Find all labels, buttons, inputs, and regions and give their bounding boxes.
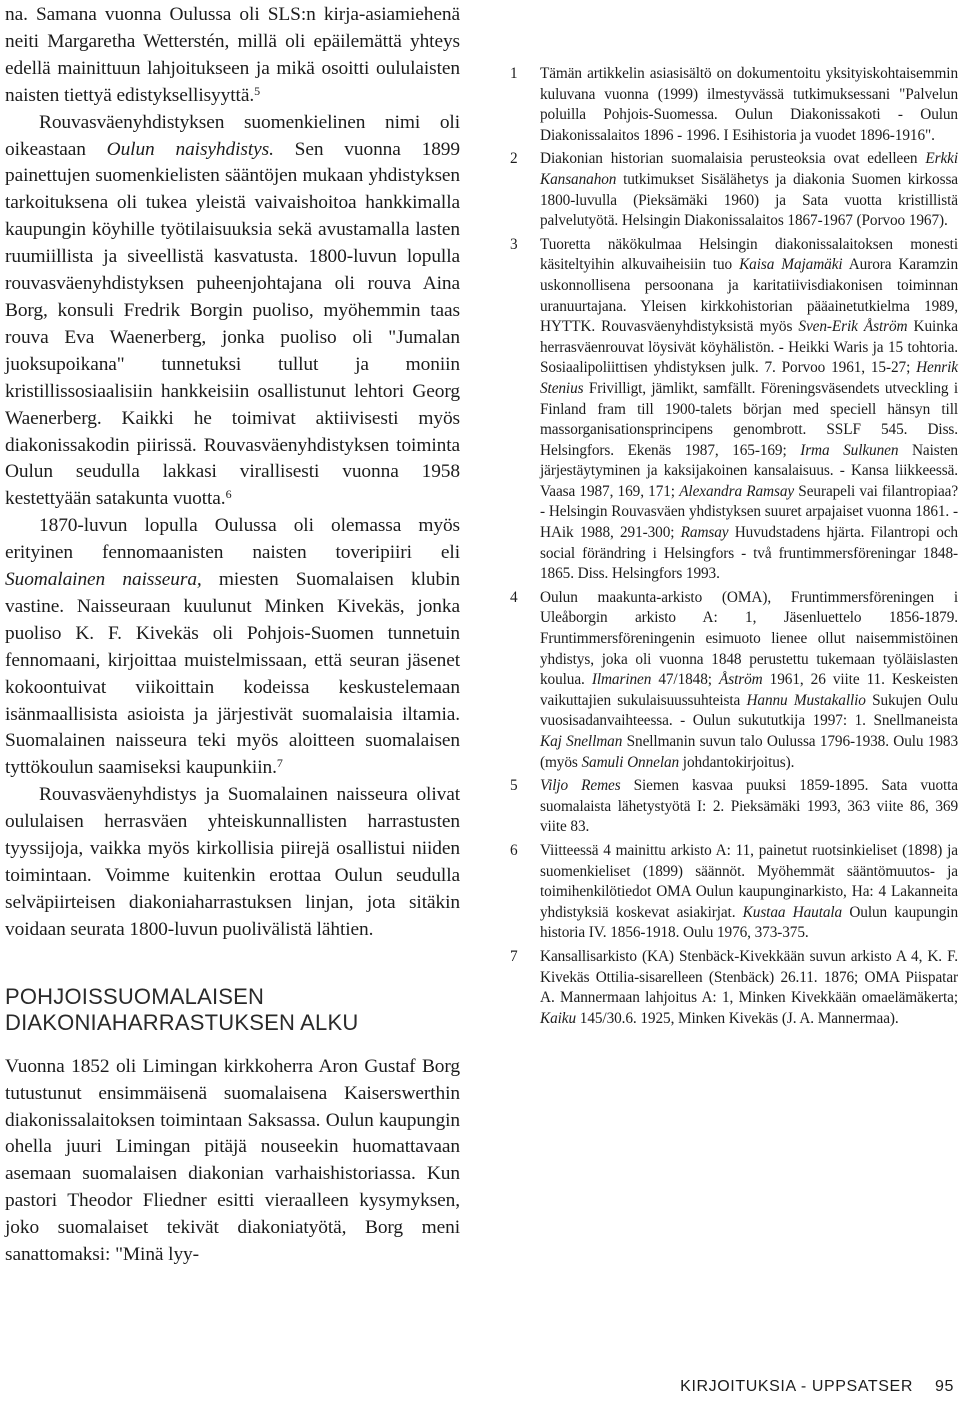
footnote-text: Tämän artikkelin asiasisältö on dokumentoitu yksityiskohtaisemmin kuluvana vuonna (1999) ilmestyvässä tutkimuksessani "Palvelun poluilla Pohjois-Suomessa. Oulun Diakonissakoti - Oulun Diakonissalaitos 1896 - 1996. I Esihistoria ja vuodet 1896-1916". xyxy=(540,65,958,144)
footnote-text: Oulun maakunta-arkisto (OMA), Fruntimmersföreningen i Uleåborgin arkisto A: 1, Jäsenluettelo 1856-1879. Fruntimmersföreningenin esimuoto lienee ollut naisemmistöinen yhdistys, joka oli vuonna 1848 perustettu tukemaan työläislasten koulua. Ilmarinen 47/1848; Åström 1961, 26 viite 11. Keskeisten vaikuttajien sukulaisuussuhteista Hannu Mustakallio Sukujen Oulu vuosisadanvaihteessa. - Oulun sukututkija 1997: 1. Snellmaneista Kaj Snellman Snellmanin suvun talo Oulussa 1796-1938. Oulu 1983 (myös Samuli Onnelan johdantokirjoitus). xyxy=(540,588,959,771)
footnote-number: 3 xyxy=(510,235,518,253)
footnote-6 xyxy=(498,841,958,944)
footnotes-column xyxy=(498,64,958,1032)
footnote-number: 6 xyxy=(510,841,518,859)
footnote-2 xyxy=(498,149,958,231)
paragraph: na. Samana vuonna Oulussa oli SLS:n kirja-asiamiehenä neiti Margaretha Wetterstén, millä oli epäilemättä yhteys edellä mainittuun lahjoitukseen ja mikä osoitti oululaisten naisten tiettyä edistyksellisyyttä.$^5$ xyxy=(5,4,460,106)
footnote-4 xyxy=(498,588,958,773)
page-footer xyxy=(680,1378,954,1396)
footnote-number: 5 xyxy=(510,777,518,795)
paragraph: Vuonna 1852 oli Limingan kirkkoherra Aron Gustaf Borg tutustunut ensimmäisenä suomalaisena Kaiserswerthin diakonissalaitoksen toimintaan Saksassa. Oulun kaupungin ohella juuri Limingan pitäjä nouseekin huomattavaan asemaan suomalaisen diakonian varhaishistoriassa. Kun pastori Theodor Fliedner esitti vieraalleen kysymyksen, joko suomalaiset tekivät diakoniatyötä, Borg meni sanattomaksi: "Minä lyy- xyxy=(5,1055,460,1266)
footnote-text: Viljo Remes Siemen kasvaa puuksi 1859-1895. Sata vuotta suomalaista lähetystyötä I: 2. Pieksämäki 1993, 363 viite 86, 369 viite 83. xyxy=(540,777,958,836)
footnote-text: Tuoretta näkökulmaa Helsingin diakonissalaitoksen monesti käsiteltyihin alkuvaiheisiin tuo Kaisa Majamäki Aurora Karamzin uskonnollisena persoonana ja karitatiivisdiakonisen toiminnan uranuurtajana. Yleisen kirkkohistorian pääainetutkielma 1989, HYTTK. Rouvasväenyhdistyksistä myös Sven-Erik Åström Kuinka herrasväenrouvat löysivät köyhälistön. - Heikki Waris ja 15 tohtoria. Sosiaalipoliittisen yhdistyksen julk. 7. Porvoo 1961, 15-27; Henrik Stenius Frivilligt, jämlikt, samfällt. Föreningsväsendets utveckling i Finland fram till 1900-talets början med speciell hänsyn till massorganisationsprincipens genombrott. SSLF 545. Diss. Helsingfors. Ekenäs 1987, 165-169; Irma Sulkunen Naisten järjestäytyminen ja kaksijakoinen kansalaisuus. - Kansa liikkeessä. Vaasa 1987, 169, 171; Alexandra Ramsay Seurapeli vai filantropiaa? - Helsingin Rouvasväen yhdistyksen suuret arpajaiset vuonna 1861. - HAik 1988, 291-300; Ramsay Huvudstadens hjärta. Filantropi och social förändring i Helsingfors - två fruntimmersföreningar 1848-1865. Diss. Helsingfors 1993. xyxy=(540,235,959,583)
footnote-7 xyxy=(498,947,958,1029)
footnote-text: Diakonian historian suomalaisia perusteoksia ovat edelleen Erkki Kansanahon tutkimukset Sisälähetys ja diakonia Suomen kirkossa 1800-luvulla (Pieksämäki 1960) ja Sata vuotta kristillistä palvelutyötä. Helsingin Diakonissalaitos 1867-1967 (Porvoo 1967). xyxy=(540,150,958,230)
footnote-text: Kansallisarkisto (KA) Stenbäck-Kivekkään suvun arkisto A 4, K. F. Kivekäs Ottilia-sisarelleen (Stenbäck) 26.11. 1876; OMA Piispatar A. Mannermaan lahjoitus A: 1, Minken Kivekkään omaelämäkerta; Kaiku 145/30.6. 1925, Minken Kivekäs (J. A. Mannermaa). xyxy=(540,947,958,1027)
page-number: 95 xyxy=(935,1378,954,1395)
footnote-ref[interactable]: 7 xyxy=(276,756,283,771)
main-text-column xyxy=(5,2,460,1269)
footnote-text: Viitteessä 4 mainittu arkisto A: 11, painetut ruotsinkieliset (1898) ja suomenkieliset (1899) säännöt. Myöhemmät sääntömuutos- ja toimihenkilötiedot OMA Oulun kaupunginarkisto, Ha: 4 Lakanneita yhdistyksiä koskevat asiakirjat. Kustaa Hautala Oulun kaupungin historia IV. 1856-1918. Oulu 1976, 373-375. xyxy=(540,841,959,942)
paragraph: Rouvasväenyhdistyksen suomenkielinen nimi oli oikeastaan Oulun naisyhdistys. Sen vuonna 1899 painettujen suomenkielisten sääntöjen mukaan yhdistyksen tarkoituksena oli tukea yleistä vaivaishoitoa hankkimalla kaupungin köyhille työtilaisuuksia sekä avustamalla lasten ruumiillista ja siveellistä kasvatusta. 1800-luvun lopulla rouvasväenyhdistyksen puheenjohtajana oli rouva Aina Borg, konsuli Fredrik Borgin puoliso, myöhemmin taas rouva Eva Waenerberg, jonka puoliso oli "Jumalan juoksupoikana" tunnetuksi tullut ja moniin kristillissosiaalisiin hankkeisiin osallistunut lehtori Georg Waenerberg. Kaikki he toimivat aktiivisesti myös diakonissakodin piirissä. Rouvasväenyhdistyksen toiminta Oulun seudulla lakkasi virallisesti vuonna 1958 kestettyään satakunta vuotta.$^6$ xyxy=(5,111,460,510)
footnote-number: 2 xyxy=(510,150,518,168)
running-title: KIRJOITUKSIA - UPPSATSER xyxy=(680,1378,913,1395)
footnote-3 xyxy=(498,235,958,585)
footnote-ref[interactable]: 5 xyxy=(254,83,260,98)
paragraph: Rouvasväenyhdistys ja Suomalainen naisseura olivat oululaisen herrasväen yhteiskunnallisten harrastusten tyyssijoja, vaikka myös kirkollisia piirejä osallistui niiden toimintaan. Voimme kuitenkin erottaa Oulun seudulla selväpiirteisen diakoniaharrastuksen linjan, jota sitäkin voidaan seurata 1800-luvun puolivälistä lähtien. xyxy=(5,784,460,940)
footnote-number: 1 xyxy=(510,65,518,82)
footnote-number: 7 xyxy=(510,947,518,965)
footnote-ref[interactable]: 6 xyxy=(225,487,232,502)
section-heading: POHJOISSUOMALAISEN DIAKONIAHARRASTUKSEN ALKU xyxy=(5,983,359,1035)
footnote-1 xyxy=(498,64,958,146)
paragraph: 1870-luvun lopulla Oulussa oli olemassa myös erityinen fennomaanisten naisten toveripiiri eli Suomalainen naisseura, miesten Suomalaisen klubin vastine. Naisseuraan kuulunut Minken Kivekäs, jonka puoliso K. F. Kivekäs oli Pohjois-Suomen tunnetuin fennomaani, kirjoittaa muistelmissaan, että seuran jäsenet kokoontuivat viikoittain kodeissa keskustelemaan isänmaallisista asioista ja järjestivät suomalaisia iltamia. Suomalainen naisseura teki myös aloitteen suomalaisen tyttökoulun saamiseksi kaupunkiin.$^7$ xyxy=(5,515,460,779)
footnote-5 xyxy=(498,776,958,838)
footnote-number: 4 xyxy=(510,588,518,606)
